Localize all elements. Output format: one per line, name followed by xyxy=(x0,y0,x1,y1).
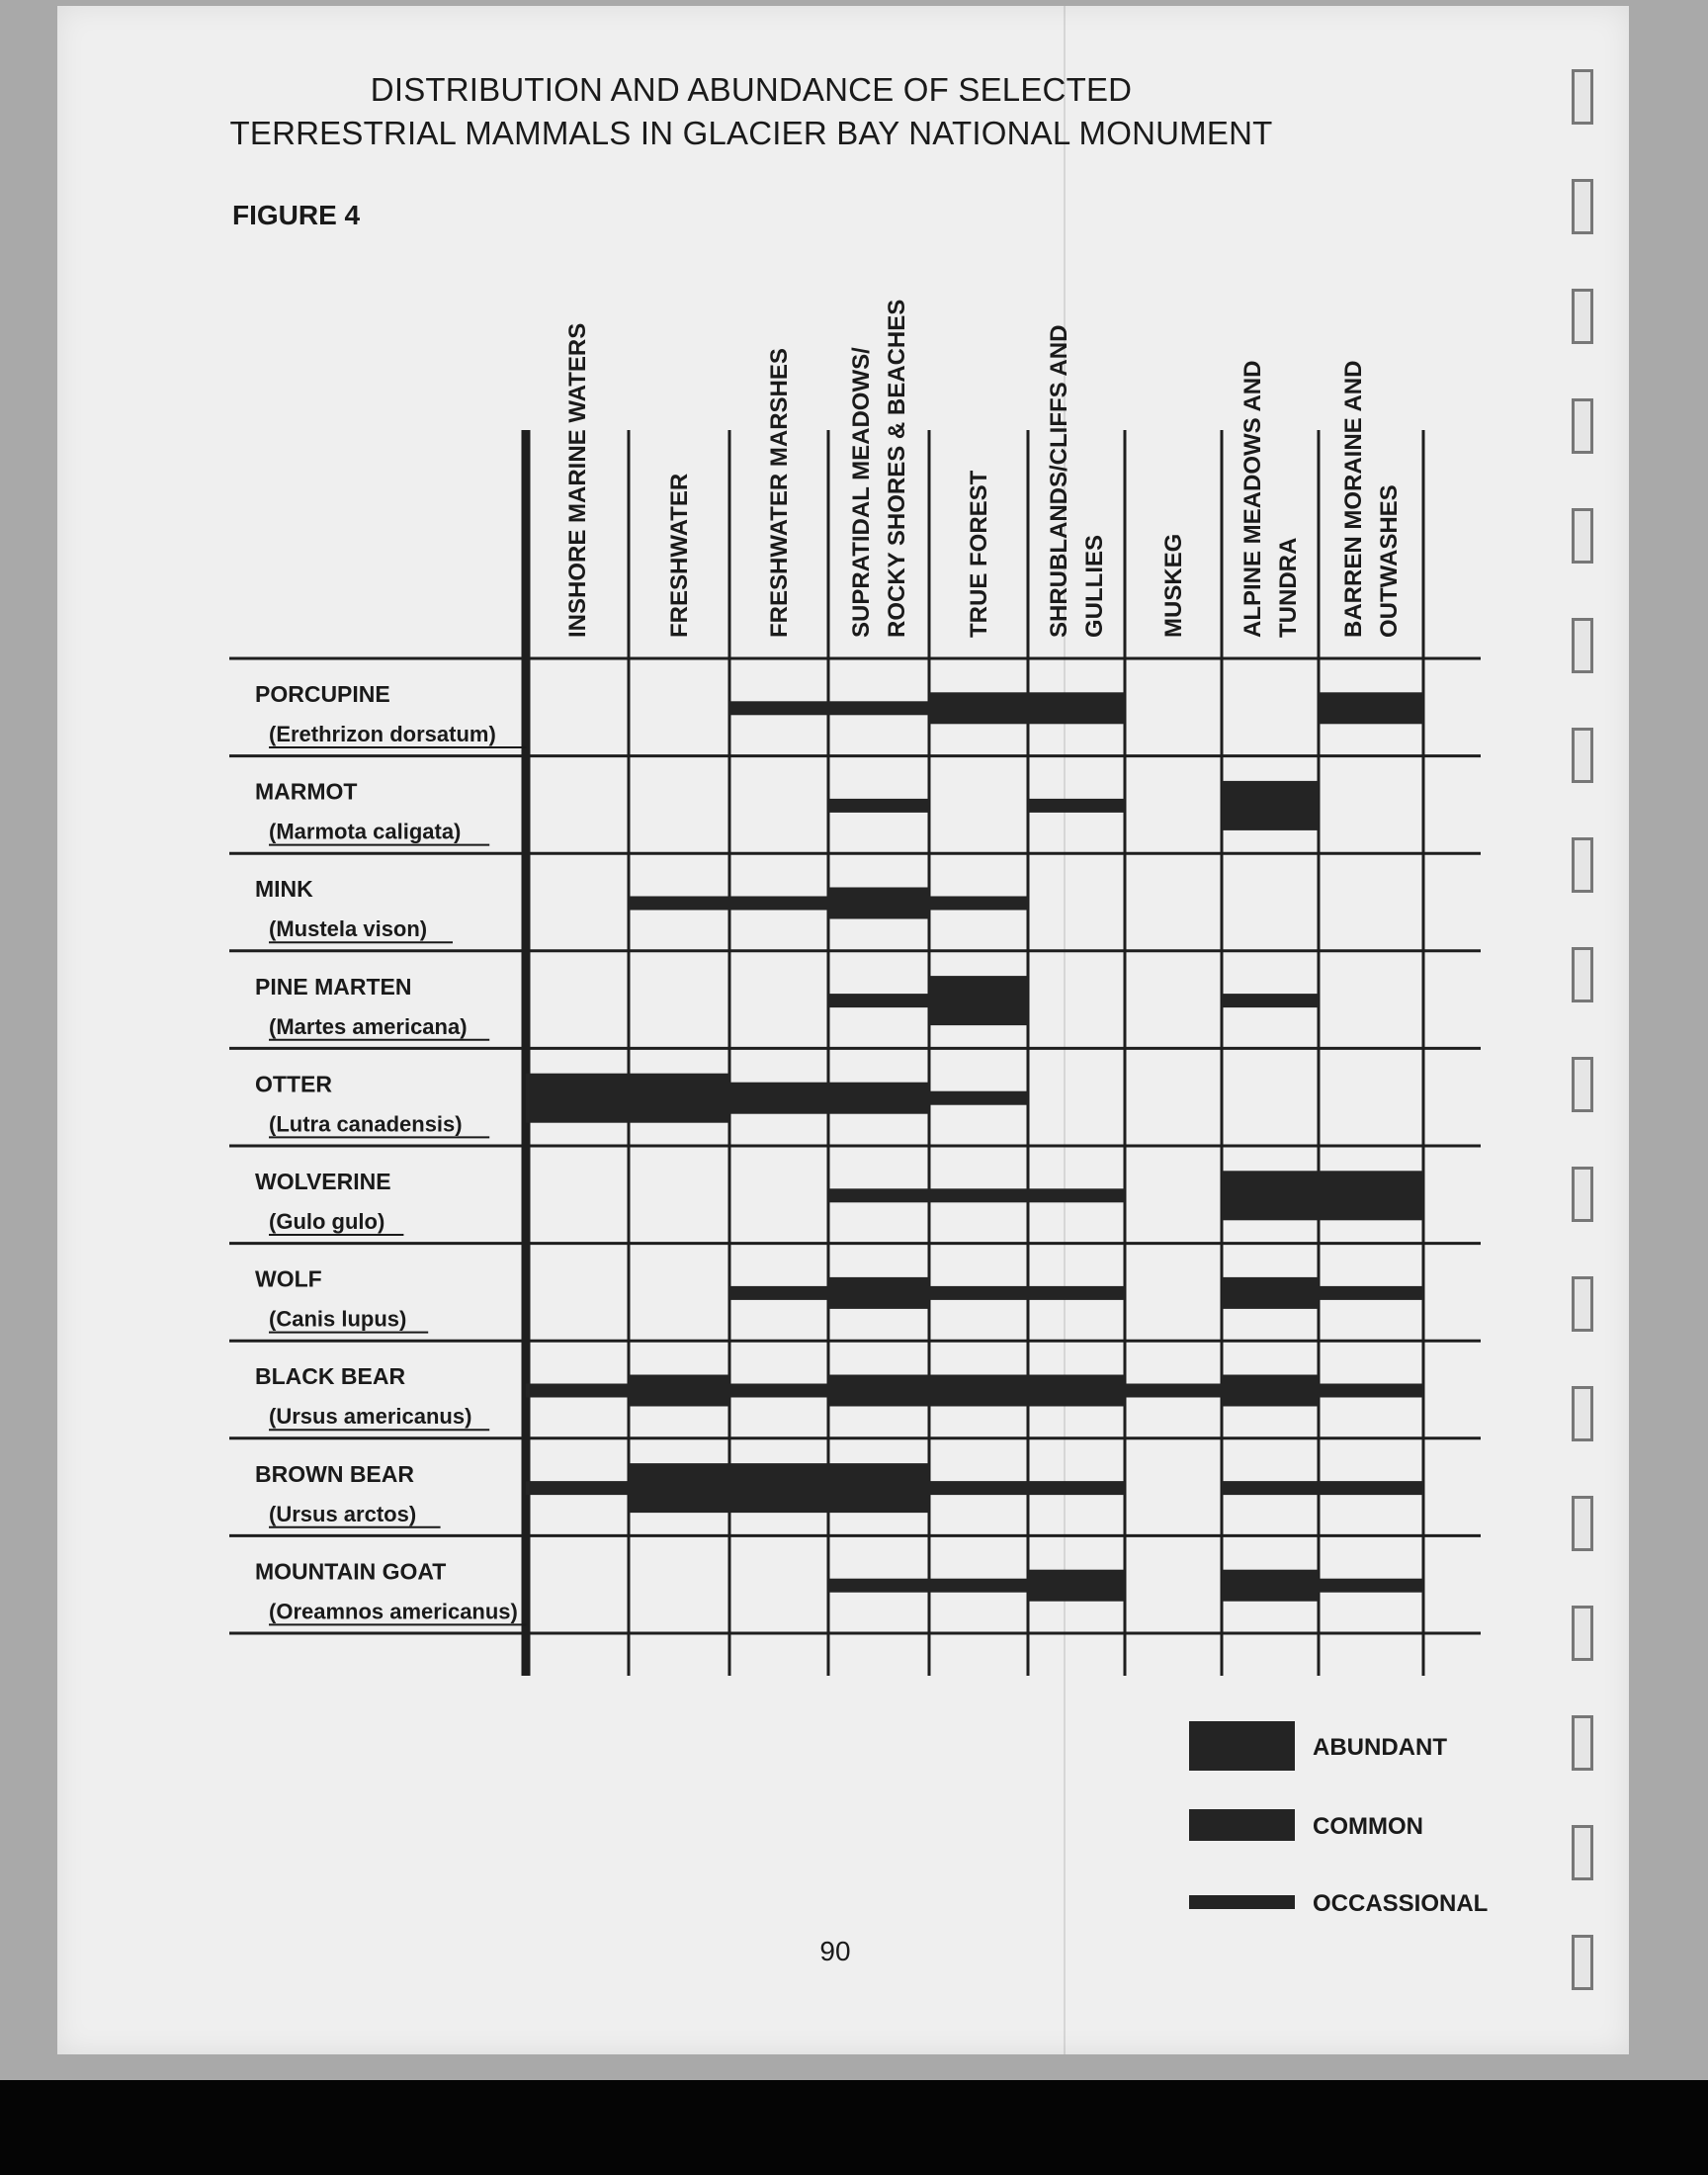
species-latin-name: (Mustela vison) xyxy=(269,916,428,942)
abundance-bar xyxy=(1028,1570,1125,1602)
scan-bottom-edge xyxy=(0,2080,1708,2175)
abundance-bar xyxy=(526,1074,629,1123)
species-latin-name: (Canis lupus) xyxy=(269,1306,407,1332)
abundance-bar xyxy=(929,1286,1028,1300)
abundance-bar xyxy=(828,1579,929,1593)
binder-hole xyxy=(1572,508,1593,564)
species-name: WOLF xyxy=(255,1265,322,1292)
abundance-bar xyxy=(828,994,929,1007)
binder-hole xyxy=(1572,1167,1593,1222)
habitat-header-label: INSHORE MARINE WATERS xyxy=(564,322,591,638)
binder-hole xyxy=(1572,1715,1593,1771)
legend-swatch xyxy=(1189,1895,1295,1909)
abundance-bar xyxy=(629,1463,729,1513)
legend-label: ABUNDANT xyxy=(1313,1734,1447,1761)
abundance-bar xyxy=(629,1074,729,1123)
species-name: BLACK BEAR xyxy=(255,1363,406,1390)
legend-label: OCCASSIONAL xyxy=(1313,1890,1489,1917)
abundance-bar xyxy=(729,1286,828,1300)
abundance-bar xyxy=(929,1579,1028,1593)
abundance-bar xyxy=(828,1277,929,1309)
binder-hole xyxy=(1572,1825,1593,1880)
abundance-bar xyxy=(1028,1375,1125,1407)
abundance-bar xyxy=(526,1384,629,1398)
chart-title-line-1: DISTRIBUTION AND ABUNDANCE OF SELECTED xyxy=(370,71,1133,108)
abundance-bar xyxy=(729,1083,828,1114)
species-latin-name: (Marmota caligata) xyxy=(269,819,462,844)
species-latin-name: (Erethrizon dorsatum) xyxy=(269,722,496,746)
binder-hole xyxy=(1572,1935,1593,1990)
abundance-bar xyxy=(1222,1171,1319,1220)
binder-hole xyxy=(1572,179,1593,234)
abundance-bar xyxy=(1028,1188,1125,1202)
abundance-bar xyxy=(828,701,929,715)
abundance-bar xyxy=(729,897,828,911)
species-name: PINE MARTEN xyxy=(255,973,412,1000)
habitat-header-label: SHRUBLANDS/CLIFFS AND xyxy=(1046,324,1072,638)
abundance-bar xyxy=(526,1481,629,1495)
binder-hole xyxy=(1572,728,1593,783)
abundance-bar xyxy=(929,976,1028,1025)
habitat-header-label: FRESHWATER MARSHES xyxy=(766,348,793,638)
habitat-header-label: TRUE FOREST xyxy=(966,470,992,638)
abundance-bar xyxy=(1222,1570,1319,1602)
binder-hole xyxy=(1572,837,1593,893)
abundance-bar xyxy=(1222,1277,1319,1309)
abundance-bar xyxy=(929,1375,1028,1407)
species-latin-name: (Ursus americanus) xyxy=(269,1404,472,1430)
figure-label: FIGURE 4 xyxy=(232,200,361,230)
abundance-bar xyxy=(828,1188,929,1202)
abundance-bar xyxy=(1319,1481,1423,1495)
abundance-bar xyxy=(729,701,828,715)
abundance-bar xyxy=(1222,1375,1319,1407)
habitat-header-label: BARREN MORAINE AND xyxy=(1340,360,1367,638)
species-name: OTTER xyxy=(255,1071,332,1097)
species-name: BROWN BEAR xyxy=(255,1460,414,1487)
habitat-header-label: FRESHWATER xyxy=(666,473,693,638)
abundance-bar xyxy=(1028,1481,1125,1495)
habitat-header-label: MUSKEG xyxy=(1160,533,1187,638)
abundance-bar xyxy=(1028,799,1125,813)
species-name: MARMOT xyxy=(255,778,358,805)
species-name: MOUNTAIN GOAT xyxy=(255,1558,447,1585)
abundance-bar xyxy=(729,1384,828,1398)
legend-label: COMMON xyxy=(1313,1813,1423,1840)
abundance-bar xyxy=(1028,1286,1125,1300)
abundance-bar xyxy=(929,1481,1028,1495)
abundance-bar xyxy=(1125,1384,1222,1398)
binder-hole xyxy=(1572,1386,1593,1441)
species-name: WOLVERINE xyxy=(255,1169,391,1194)
abundance-bar xyxy=(828,888,929,919)
abundance-bar xyxy=(929,692,1028,724)
binder-hole xyxy=(1572,289,1593,344)
binder-hole xyxy=(1572,1496,1593,1551)
species-latin-name: (Lutra canadensis) xyxy=(269,1111,463,1137)
abundance-bar xyxy=(629,1375,729,1407)
binder-hole xyxy=(1572,1057,1593,1112)
habitat-header-label: GULLIES xyxy=(1081,534,1108,638)
species-latin-name: (Ursus arctos) xyxy=(269,1501,417,1526)
binder-holes xyxy=(1572,69,1611,2046)
binder-hole xyxy=(1572,947,1593,1002)
binder-hole xyxy=(1572,1606,1593,1661)
abundance-bar xyxy=(828,1463,929,1513)
habitat-header-label: TUNDRA xyxy=(1275,537,1302,638)
species-latin-name: (Gulo gulo) xyxy=(269,1209,385,1234)
species-latin-name: (Martes americana) xyxy=(269,1013,468,1039)
abundance-bar xyxy=(828,1375,929,1407)
abundance-bar xyxy=(929,1188,1028,1202)
abundance-bar xyxy=(1028,692,1125,724)
abundance-bar xyxy=(629,897,729,911)
abundance-bar xyxy=(1222,994,1319,1007)
binder-hole xyxy=(1572,618,1593,673)
abundance-bar xyxy=(1319,1286,1423,1300)
legend-swatch xyxy=(1189,1809,1295,1841)
abundance-bar xyxy=(729,1463,828,1513)
binder-hole xyxy=(1572,1276,1593,1332)
habitat-header-label: ALPINE MEADOWS AND xyxy=(1239,360,1266,638)
binder-hole xyxy=(1572,69,1593,125)
abundance-bar xyxy=(1319,1579,1423,1593)
abundance-bar xyxy=(929,1091,1028,1105)
binder-hole xyxy=(1572,398,1593,454)
abundance-bar xyxy=(1222,1481,1319,1495)
habitat-header-label: SUPRATIDAL MEADOWS/ xyxy=(848,347,875,638)
abundance-bar xyxy=(1319,692,1423,724)
abundance-bar xyxy=(828,799,929,813)
page-number: 90 xyxy=(819,1936,851,1966)
abundance-bar xyxy=(1319,1171,1423,1220)
habitat-header-label: ROCKY SHORES & BEACHES xyxy=(884,299,910,638)
habitat-header-label: OUTWASHES xyxy=(1376,484,1403,638)
species-name: PORCUPINE xyxy=(255,681,390,707)
abundance-bar xyxy=(1319,1384,1423,1398)
species-name: MINK xyxy=(255,876,313,903)
abundance-bar xyxy=(1222,781,1319,830)
chart-title-line-2: TERRESTRIAL MAMMALS IN GLACIER BAY NATIONAL MONUMENT xyxy=(229,115,1273,151)
legend-swatch xyxy=(1189,1721,1295,1771)
species-latin-name: (Oreamnos americanus) xyxy=(269,1599,518,1624)
abundance-bar xyxy=(929,897,1028,911)
abundance-bar xyxy=(828,1083,929,1114)
